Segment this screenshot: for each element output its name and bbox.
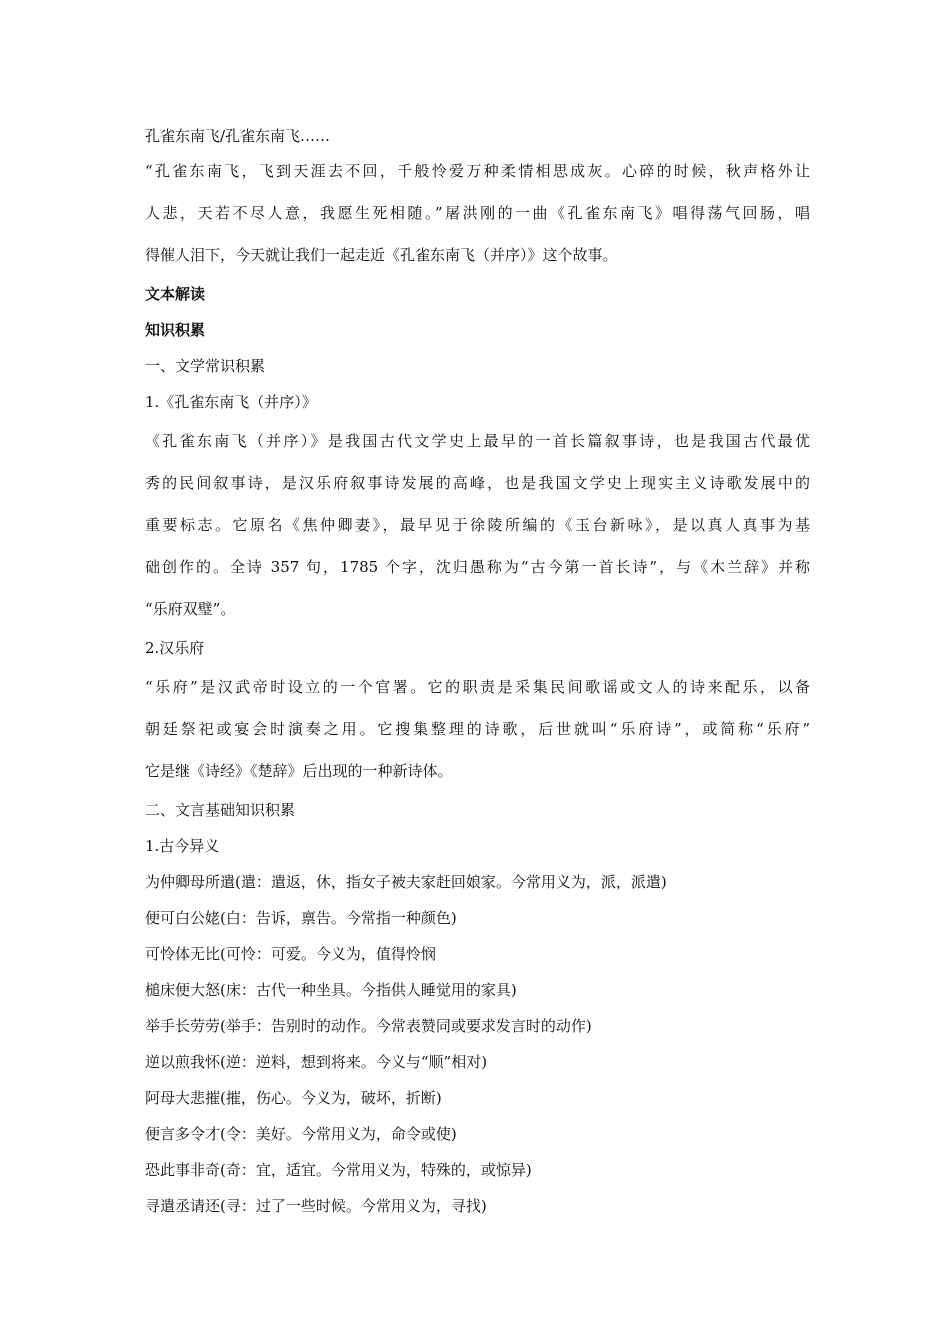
heading-text-reading: 文本解读 xyxy=(145,285,206,303)
word-meaning-list xyxy=(145,864,810,1224)
paragraph-line: “乐府双璧”。 xyxy=(145,600,236,618)
list-item: 槌床便大怒(床：古代一种坐具。今指供人睡觉用的家具) xyxy=(145,981,517,999)
list-item: 寻遣丞请还(寻：过了一些时候。今常用义为，寻找) xyxy=(145,1197,487,1215)
list-item: 便可白公姥(白：告诉，禀告。今常指一种颜色) xyxy=(145,909,457,927)
intro-line: 人悲，天若不尽人意，我愿生死相随。”屠洪刚的一曲《孔雀东南飞》唱得荡气回肠，唱 xyxy=(145,204,810,222)
list-item: 逆以煎我怀(逆：逆料，想到将来。今义与“顺”相对) xyxy=(145,1053,488,1071)
list-item: 阿母大悲摧(摧，伤心。今义为，破坏，折断) xyxy=(145,1089,442,1107)
list-item: 可怜体无比(可怜：可爱。今义为，值得怜悯 xyxy=(145,945,436,963)
paragraph-line: 础创作的。全诗 357 句，1785 个字，沈归愚称为“古今第一首长诗”，与《木兰辞》并称 xyxy=(145,558,810,576)
heading-knowledge: 知识积累 xyxy=(145,321,206,339)
section1-item1-title: 1.《孔雀东南飞（并序）》 xyxy=(145,393,317,411)
paragraph-line: 重要标志。它原名《焦仲卿妻》，最早见于徐陵所编的《玉台新咏》，是以真人真事为基 xyxy=(145,516,810,534)
paragraph-line: 《孔雀东南飞（并序）》是我国古代文学史上最早的一首长篇叙事诗，也是我国古代最优 xyxy=(145,432,810,450)
document-body xyxy=(145,122,810,1224)
section2-title: 二、文言基础知识积累 xyxy=(145,801,296,819)
document-title: 孔雀东南飞/孔雀东南飞…… xyxy=(145,127,331,145)
intro-line: “孔雀东南飞，飞到天涯去不回，千般怜爱万种柔情相思成灰。心碎的时候，秋声格外让 xyxy=(145,162,810,180)
paragraph-line: 秀的民间叙事诗，是汉乐府叙事诗发展的高峰，也是我国文学史上现实主义诗歌发展中的 xyxy=(145,474,810,492)
list-item: 便言多令才(令：美好。今常用义为，命令或使) xyxy=(145,1125,457,1143)
section1-item2-title: 2.汉乐府 xyxy=(145,639,205,657)
section2-item1-title: 1.古今异义 xyxy=(145,837,220,855)
paragraph-line: 朝廷祭祀或宴会时演奏之用。它搜集整理的诗歌，后世就叫“乐府诗”，或简称“乐府” xyxy=(145,720,810,738)
paragraph-line: “乐府”是汉武帝时设立的一个官署。它的职责是采集民间歌谣或文人的诗来配乐，以备 xyxy=(145,678,810,696)
intro-line: 得催人泪下，今天就让我们一起走近《孔雀东南飞（并序）》这个故事。 xyxy=(145,246,618,264)
section1-item2-paragraph xyxy=(145,666,810,792)
section1-item1-paragraph xyxy=(145,420,810,630)
list-item: 举手长劳劳(举手：告别时的动作。今常表赞同或要求发言时的动作) xyxy=(145,1017,592,1035)
list-item: 恐此事非奇(奇：宜，适宜。今常用义为，特殊的，或惊异) xyxy=(145,1161,532,1179)
list-item: 为仲卿母所遣(遣：遣返，休，指女子被夫家赶回娘家。今常用义为，派，派遣) xyxy=(145,873,667,891)
section1-title: 一、文学常识积累 xyxy=(145,357,266,375)
paragraph-line: 它是继《诗经》《楚辞》后出现的一种新诗体。 xyxy=(145,762,453,780)
intro-paragraph xyxy=(145,150,810,276)
